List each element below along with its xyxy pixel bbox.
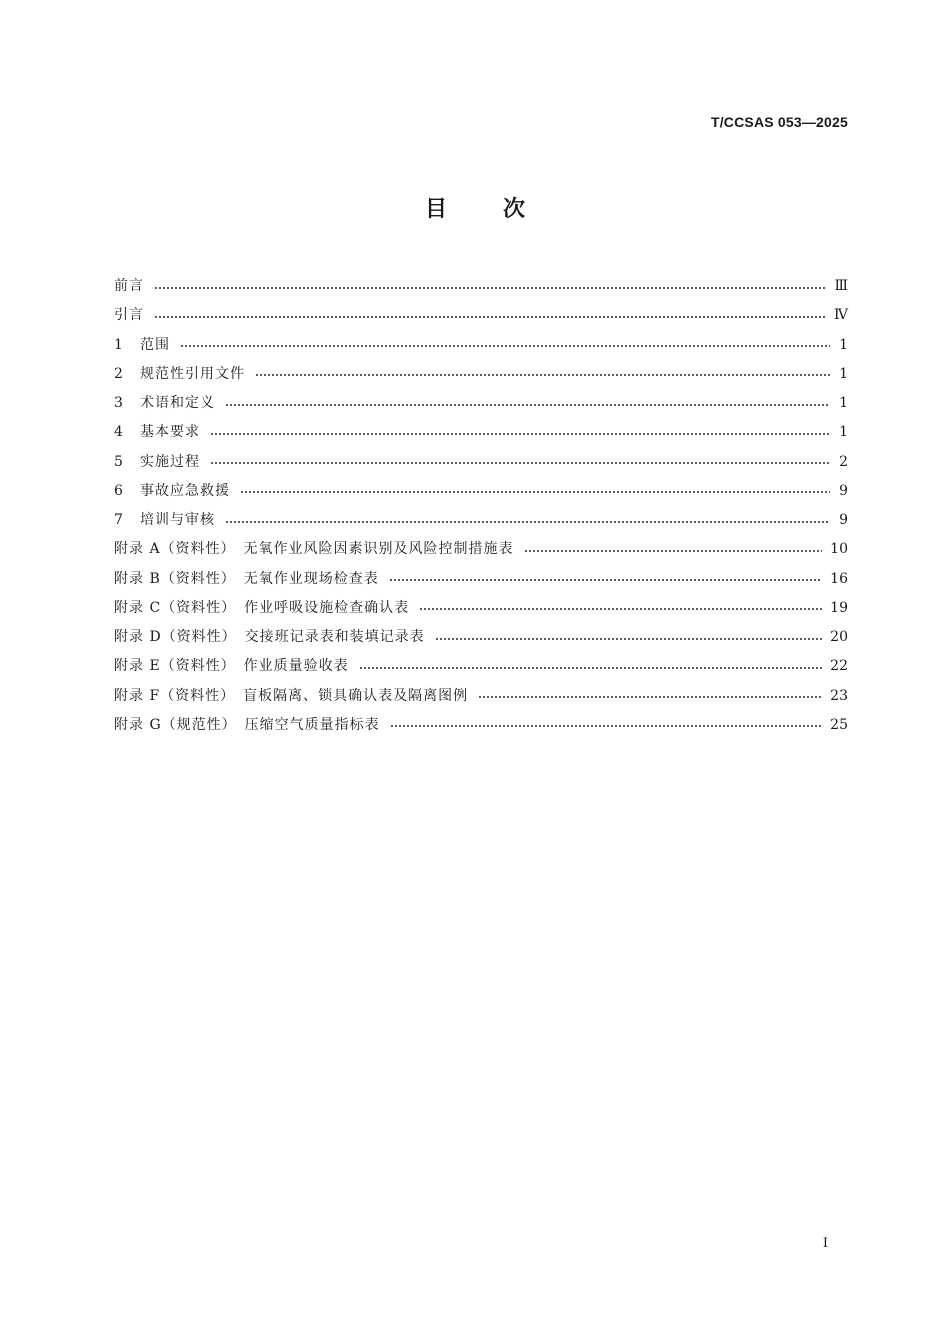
toc-dot-leader [225, 404, 830, 406]
toc-entry[interactable] [114, 418, 848, 447]
toc-dot-leader [524, 550, 823, 552]
toc-entry[interactable] [114, 389, 848, 418]
toc-entry-label: 附录 E（资料性） 作业质量验收表 [114, 658, 349, 675]
toc-entry-number: 1 [114, 336, 123, 353]
toc-dot-leader [225, 521, 830, 523]
toc-entry-page: 1 [839, 365, 848, 382]
toc-entry-page: 2 [839, 453, 848, 470]
toc-entry[interactable] [114, 272, 848, 301]
toc-entry-label: 附录 A（资料性） 无氧作业风险因素识别及风险控制措施表 [114, 541, 514, 558]
toc-entry[interactable] [114, 594, 848, 623]
toc-dot-leader [154, 287, 826, 289]
toc-entry-label: 范围 [140, 336, 170, 353]
toc-entry-number: 3 [114, 395, 123, 411]
toc-entry-label: 基本要求 [140, 424, 200, 441]
toc-entry-number: 7 [114, 512, 123, 528]
toc-entry[interactable] [114, 301, 848, 330]
toc-entry-label: 术语和定义 [140, 395, 215, 411]
toc-entry-label: 规范性引用文件 [140, 365, 245, 382]
table-of-contents [114, 272, 848, 740]
toc-entry[interactable] [114, 331, 848, 360]
toc-dot-leader [210, 433, 830, 435]
toc-entry-label: 事故应急救援 [140, 482, 230, 499]
toc-entry-page: 1 [839, 336, 848, 353]
toc-entry-page: Ⅳ [834, 307, 848, 324]
toc-dot-leader [389, 579, 822, 581]
toc-dot-leader [390, 725, 823, 727]
toc-entry[interactable] [114, 506, 848, 535]
toc-entry-page: 16 [830, 570, 848, 587]
toc-entry[interactable] [114, 535, 848, 564]
toc-entry-label: 附录 G（规范性） 压缩空气质量指标表 [114, 716, 380, 733]
toc-entry-number: 5 [114, 453, 123, 470]
toc-entry[interactable] [114, 360, 848, 389]
toc-entry-label: 前言 [114, 278, 144, 294]
toc-entry-page: 1 [839, 395, 848, 411]
toc-entry-page: 25 [830, 716, 848, 733]
toc-entry[interactable] [114, 565, 848, 594]
toc-entry-page: 1 [839, 424, 848, 441]
toc-entry-page: Ⅲ [834, 278, 848, 294]
toc-dot-leader [154, 316, 826, 318]
toc-entry-label: 培训与审核 [140, 512, 215, 528]
toc-entry-page: 20 [830, 629, 848, 645]
toc-entry-label: 附录 B（资料性） 无氧作业现场检查表 [114, 570, 379, 587]
toc-entry[interactable] [114, 477, 848, 506]
toc-dot-leader [359, 667, 823, 669]
toc-dot-leader [210, 462, 830, 464]
toc-entry[interactable] [114, 623, 848, 652]
toc-entry-page: 10 [830, 541, 848, 558]
toc-entry-number: 6 [114, 482, 123, 499]
toc-entry-page: 9 [839, 482, 848, 499]
toc-entry-label: 附录 D（资料性） 交接班记录表和装填记录表 [114, 629, 425, 645]
toc-entry-label: 引言 [114, 307, 144, 324]
toc-entry[interactable] [114, 448, 848, 477]
toc-entry-page: 23 [830, 687, 848, 704]
toc-entry-page: 9 [839, 512, 848, 528]
toc-dot-leader [478, 696, 822, 698]
document-code: T/CCSAS 053—2025 [710, 114, 848, 130]
toc-dot-leader [255, 374, 830, 376]
toc-dot-leader [419, 608, 822, 610]
toc-entry[interactable] [114, 652, 848, 681]
page-number: I [822, 1236, 828, 1251]
toc-entry[interactable] [114, 682, 848, 711]
toc-dot-leader [240, 491, 830, 493]
toc-entry-number: 4 [114, 424, 123, 441]
toc-entry-label: 附录 C（资料性） 作业呼吸设施检查确认表 [114, 599, 410, 616]
toc-entry-number: 2 [114, 365, 123, 382]
toc-dot-leader [180, 345, 830, 347]
toc-entry-page: 22 [830, 658, 848, 675]
toc-entry-label: 实施过程 [140, 453, 200, 470]
toc-entry-label: 附录 F（资料性） 盲板隔离、锁具确认表及隔离图例 [114, 687, 469, 704]
toc-title: 目次 [424, 197, 581, 222]
toc-entry-page: 19 [830, 599, 848, 616]
toc-entry[interactable] [114, 711, 848, 740]
toc-dot-leader [435, 638, 822, 640]
